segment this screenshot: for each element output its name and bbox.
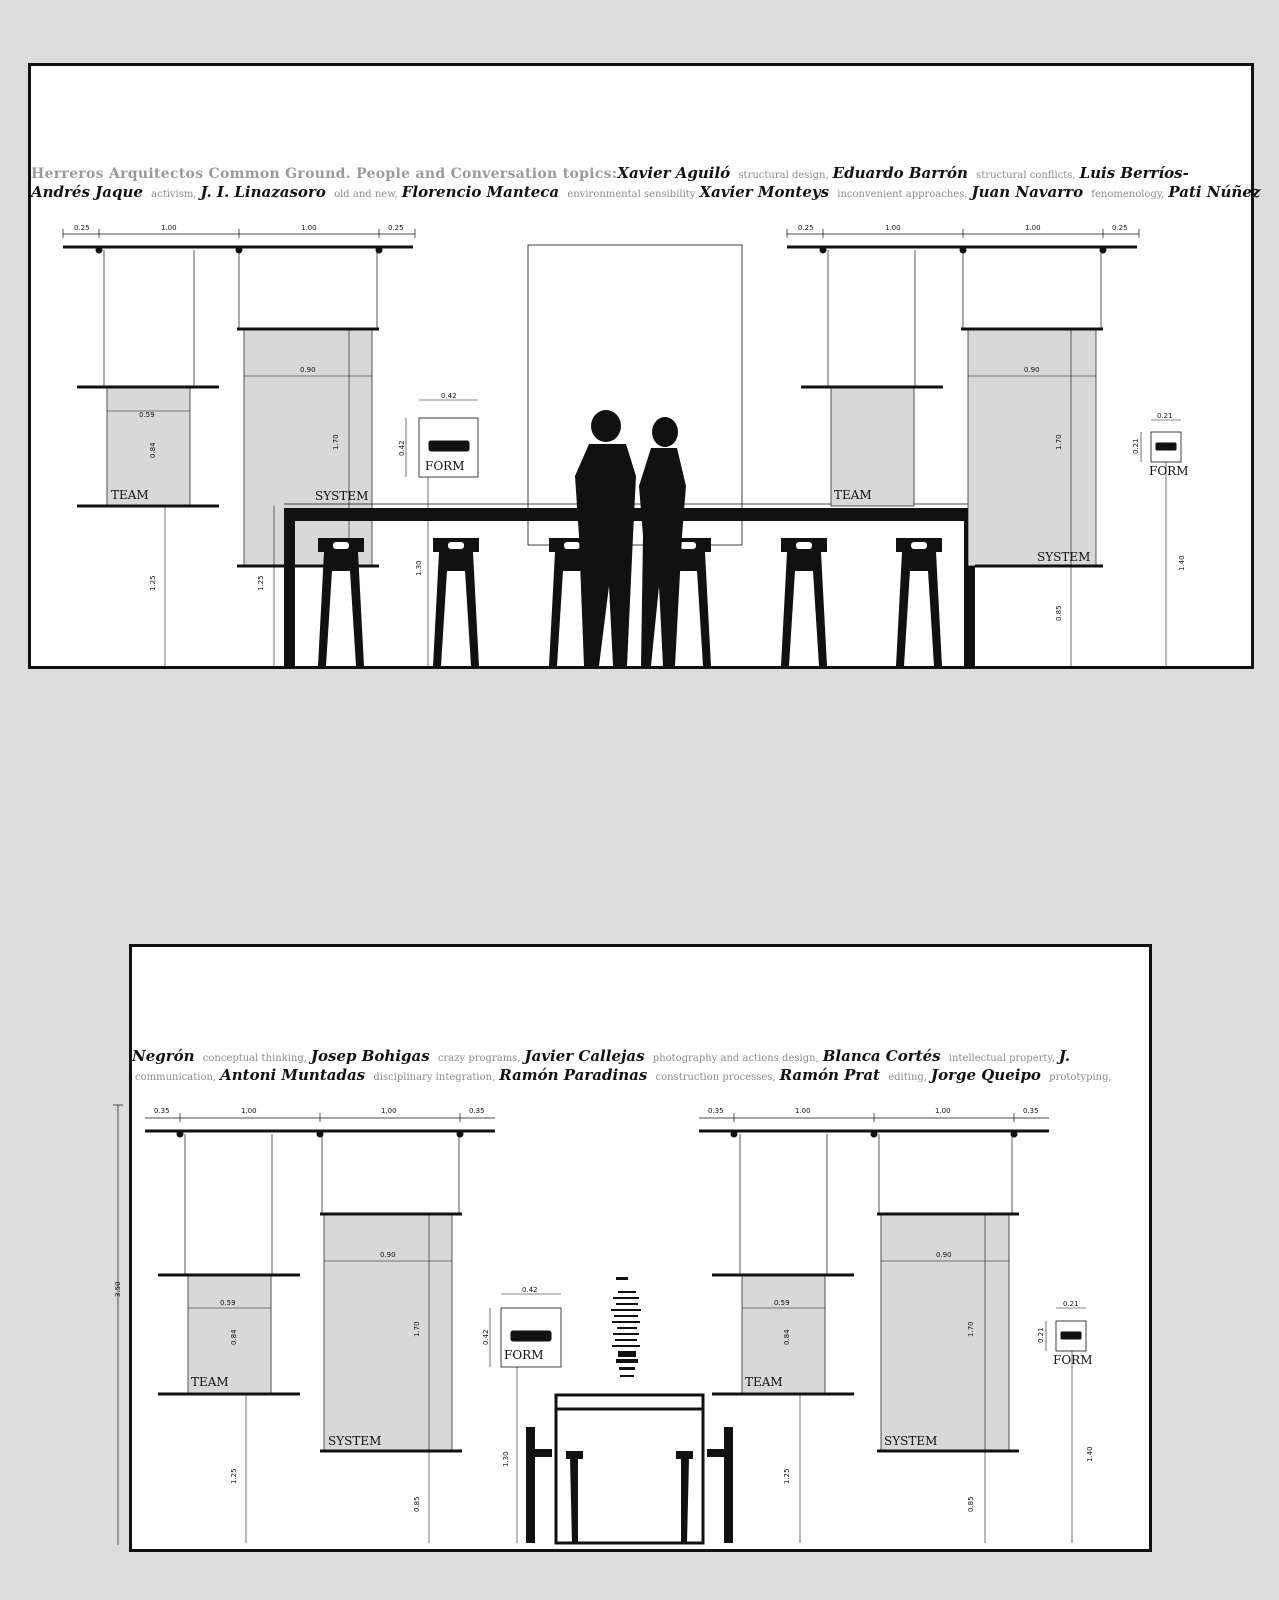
dim-text: 1.25	[257, 575, 265, 591]
dim-text: 1.00	[885, 224, 901, 232]
topic-text: environmental sensibility	[567, 189, 696, 200]
dim-text: 1.70	[332, 434, 340, 450]
topic-text: old and new,	[334, 189, 398, 200]
dim-text: 1.25	[230, 1468, 238, 1484]
dim-text: 1.00	[795, 1107, 811, 1115]
person-name: Antoni Muntadas	[220, 1066, 371, 1084]
topic-text: conceptual thinking,	[202, 1053, 307, 1064]
dim-text: 0.90	[380, 1251, 396, 1259]
dim-text: 1.00	[161, 224, 177, 232]
dim-text: 1.40	[1086, 1446, 1094, 1462]
topic-text: structural design,	[738, 170, 829, 181]
form-label: FORM	[425, 459, 465, 473]
dim-text: 1.40	[1178, 555, 1186, 571]
topic-text: structural conflicts,	[976, 170, 1076, 181]
person-name: Pati Núñez	[1168, 183, 1261, 201]
topic-text: activism,	[151, 189, 197, 200]
person-name: Andrés Jaque	[31, 183, 149, 201]
person-name: J. I. Linazasoro	[200, 183, 332, 201]
dim-text: 0.25	[388, 224, 404, 232]
person-name: J.	[1058, 1047, 1071, 1065]
dim-text: 0.35	[708, 1107, 724, 1115]
team-label: TEAM	[745, 1375, 783, 1389]
dim-text: 1.70	[967, 1321, 975, 1337]
topic-text: editing,	[888, 1072, 927, 1083]
dim-text: 0.42	[482, 1329, 490, 1345]
dim-text: 1.00	[1025, 224, 1041, 232]
dim-text: 1.25	[783, 1468, 791, 1484]
dim-text: 0.25	[798, 224, 814, 232]
person-name: Negrón	[132, 1047, 200, 1065]
person-name: Xavier Monteys	[699, 183, 835, 201]
dim-text: 0.35	[154, 1107, 170, 1115]
dim-text: 1.70	[1055, 434, 1063, 450]
person-name: Josep Bohigas	[310, 1047, 435, 1065]
topic-text: construction processes,	[655, 1072, 776, 1083]
person-name: Eduardo Barrón	[832, 164, 974, 182]
person-name: Blanca Cortés	[822, 1047, 946, 1065]
topic-text: prototyping,	[1049, 1072, 1112, 1083]
dim-text: 1.00	[381, 1107, 397, 1115]
text-stack	[611, 1277, 641, 1377]
dim-text: 0.25	[74, 224, 90, 232]
person-name: Javier Callejas	[524, 1047, 650, 1065]
dim-text: 0.90	[300, 366, 316, 374]
person-name: Luis Berríos-	[1079, 164, 1189, 182]
dim-text: 0.21	[1037, 1327, 1045, 1343]
dim-text: 1.00	[301, 224, 317, 232]
dim-text: 1.00	[935, 1107, 951, 1115]
topic-text: photography and actions design,	[652, 1053, 819, 1064]
form-label: FORM	[1053, 1353, 1093, 1367]
dim-text: 0.84	[149, 442, 157, 458]
system-label: SYSTEM	[315, 489, 369, 503]
dim-text: 0.21	[1063, 1300, 1079, 1308]
person-name: Jorge Queipo	[930, 1066, 1047, 1084]
person-name: Ramón Paradinas	[499, 1066, 653, 1084]
person-name: Xavier Aguiló	[617, 164, 736, 182]
topic-text: disciplinary integration,	[373, 1072, 496, 1083]
people-silhouette	[575, 410, 686, 666]
person-name: Florencio Manteca	[401, 183, 565, 201]
dim-text: 0.84	[783, 1329, 791, 1345]
dim-text: 0.59	[139, 411, 155, 419]
topic-text: communication,	[135, 1072, 217, 1083]
team-label: TEAM	[111, 488, 149, 502]
dim-text: 1.70	[413, 1321, 421, 1337]
dim-text: 0.85	[967, 1496, 975, 1512]
dim-text: 0.59	[220, 1299, 236, 1307]
dim-text: 0.42	[522, 1286, 538, 1294]
dim-text: 1.25	[149, 575, 157, 591]
dim-text: 0.84	[230, 1329, 238, 1345]
elevation-sheet-top	[28, 63, 1261, 669]
dim-text: 0.42	[441, 392, 457, 400]
topic-text: intellectual property,	[948, 1053, 1055, 1064]
elevation-drawing	[114, 947, 1149, 1549]
dim-text: 0.85	[413, 1496, 421, 1512]
dim-text: 0.90	[1024, 366, 1040, 374]
credits-lead: Herreros Arquitectos Common Ground. People and Conversation topics:	[31, 166, 618, 182]
dim-text: 0.35	[469, 1107, 485, 1115]
system-label: SYSTEM	[884, 1434, 938, 1448]
team-label: TEAM	[834, 488, 872, 502]
topic-text: fenomenology,	[1091, 189, 1165, 200]
team-label: TEAM	[191, 1375, 229, 1389]
dim-text: 0.42	[398, 440, 406, 456]
system-label: SYSTEM	[328, 1434, 382, 1448]
dim-text: 0.25	[1112, 224, 1128, 232]
dim-text: 3.50	[114, 1281, 122, 1297]
topic-text: crazy programs,	[437, 1053, 521, 1064]
dim-text: 0.59	[774, 1299, 790, 1307]
dim-text: 1.00	[241, 1107, 257, 1115]
form-label: FORM	[504, 1348, 544, 1362]
total-height-dimension	[103, 1105, 133, 1535]
dim-text: 0.35	[1023, 1107, 1039, 1115]
system-label: SYSTEM	[1037, 550, 1091, 564]
elevation-drawing	[31, 66, 1251, 666]
person-name: Ramón Prat	[779, 1066, 886, 1084]
dim-text: 1.30	[415, 560, 423, 576]
dim-text: 1.30	[502, 1451, 510, 1467]
dim-text: 0.85	[1055, 605, 1063, 621]
dim-text: 0.21	[1157, 412, 1173, 420]
topic-text: inconvenient approaches,	[837, 189, 968, 200]
dim-text: 0.21	[1132, 438, 1140, 454]
form-label: FORM	[1149, 464, 1189, 478]
elevation-sheet-bottom	[114, 944, 1152, 1552]
person-name: Juan Navarro	[971, 183, 1089, 201]
dim-text: 0.90	[936, 1251, 952, 1259]
